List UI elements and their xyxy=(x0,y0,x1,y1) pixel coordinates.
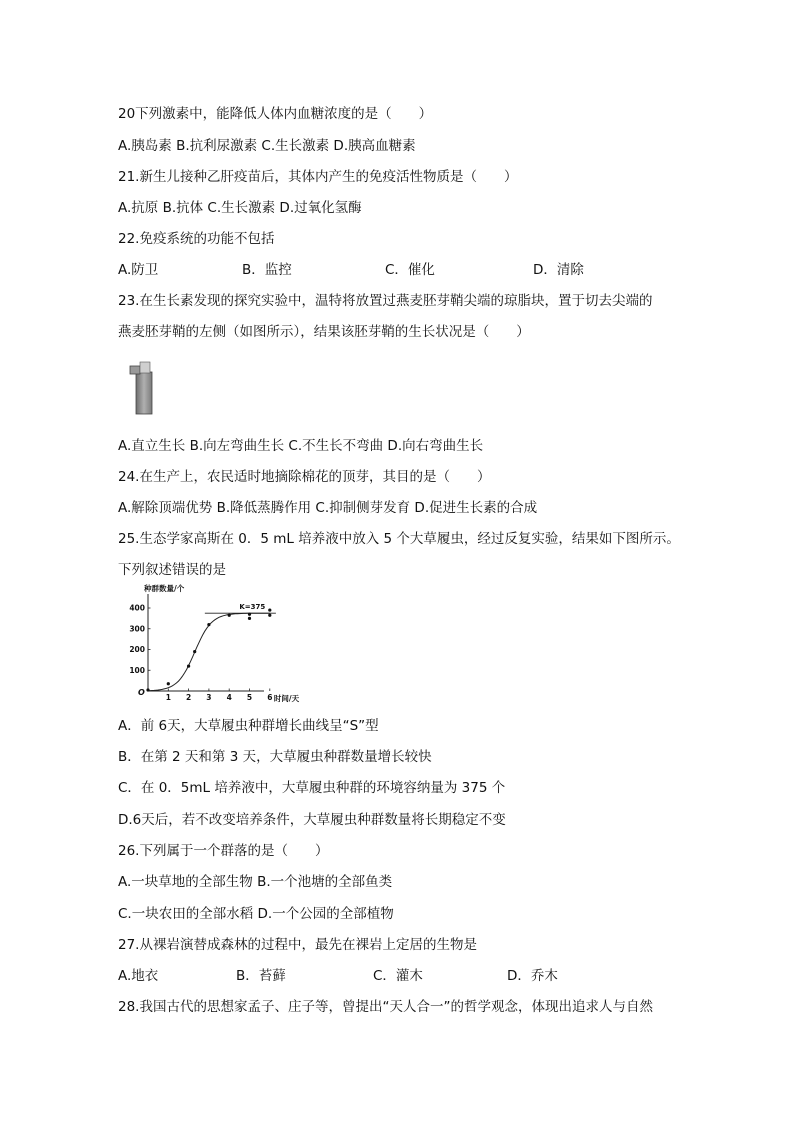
q26-options-line2: C.一块农田的全部水稻 D.一个公园的全部植物 xyxy=(118,906,394,922)
q22-stem: 22.免疫系统的功能不包括 xyxy=(118,231,275,247)
q27-option-b: B．苔藓 xyxy=(236,968,286,984)
q28-stem: 28.我国古代的思想家孟子、庄子等，曾提出“天人合一”的哲学观念，体现出追求人与自然 xyxy=(118,999,653,1015)
data-point xyxy=(248,617,251,620)
q24-options: A.解除顶端优势 B.降低蒸腾作用 C.抑制侧芽发育 D.促进生长素的合成 xyxy=(118,500,538,516)
q20-stem: 20下列激素中，能降低人体内血糖浓度的是（ ） xyxy=(118,106,433,122)
q22-option-d: D．清除 xyxy=(533,262,584,278)
y-axis-label: 种群数量/个 xyxy=(144,584,185,593)
q25-option-d: D.6天后，若不改变培养条件，大草履虫种群数量将长期稳定不变 xyxy=(118,812,506,828)
q27-options xyxy=(118,967,558,985)
y-tick-label: 300 xyxy=(129,624,145,634)
data-point xyxy=(268,608,271,611)
q23-options: A.直立生长 B.向左弯曲生长 C.不生长不弯曲 D.向右弯曲生长 xyxy=(118,438,484,454)
q22-option-a: A.防卫 xyxy=(118,262,159,278)
q27-option-a: A.地衣 xyxy=(118,968,159,984)
x-tick-label: 4 xyxy=(226,693,232,702)
q26-options-line1: A.一块草地的全部生物 B.一个池塘的全部鱼类 xyxy=(118,874,393,890)
y-tick-label: 200 xyxy=(129,645,145,654)
data-point xyxy=(193,650,196,653)
q21-stem: 21.新生儿接种乙肝疫苗后，其体内产生的免疫活性物质是（ ） xyxy=(118,169,518,185)
q23-stem-line2: 燕麦胚芽鞘的左侧（如图所示），结果该胚芽鞘的生长状况是（ ） xyxy=(118,324,530,340)
q27-option-c: C．灌木 xyxy=(373,968,423,984)
data-point xyxy=(187,665,190,668)
x-axis-label: 时间/天 xyxy=(273,694,300,703)
coleoptile-stem xyxy=(136,372,152,414)
q27-option-d: D．乔木 xyxy=(507,968,558,984)
coleoptile-agar-figure xyxy=(126,358,156,414)
data-point xyxy=(207,623,210,626)
q27-stem: 27.从裸岩演替成森林的过程中，最先在裸岩上定居的生物是 xyxy=(118,937,477,953)
q25-stem-line2: 下列叙述错误的是 xyxy=(118,562,226,578)
q23-stem-line1: 23.在生长素发现的探究实验中，温特将放置过燕麦胚芽鞘尖端的琼脂块，置于切去尖端的 xyxy=(118,293,653,309)
q21-options: A.抗原 B.抗体 C.生长激素 D.过氧化氢酶 xyxy=(118,200,362,216)
data-point xyxy=(146,688,149,691)
origin-label: O xyxy=(138,688,145,697)
y-tick-label: 400 xyxy=(129,603,145,613)
x-tick-label: 1 xyxy=(165,693,171,702)
x-tick-label: 5 xyxy=(246,693,253,702)
data-point xyxy=(228,614,231,617)
coleoptile-cut-top xyxy=(140,362,150,373)
q22-option-c: C．催化 xyxy=(385,262,435,278)
q26-stem: 26.下列属于一个群落的是（ ） xyxy=(118,843,329,859)
data-point xyxy=(248,613,251,616)
x-tick-label: 2 xyxy=(185,693,192,702)
y-tick-label: 100 xyxy=(129,665,145,675)
k-label: K=375 xyxy=(239,603,266,612)
q25-stem-line1: 25.生态学家高斯在 0．5 mL 培养液中放入 5 个大草履虫，经过反复实验，结果如下图所示。 xyxy=(118,531,680,547)
population-growth-chart xyxy=(116,582,300,710)
agar-block xyxy=(130,366,140,374)
q20-options: A.胰岛素 B.抗利尿激素 C.生长激素 D.胰高血糖素 xyxy=(118,138,416,154)
q22-options xyxy=(118,261,584,279)
x-tick-label: 3 xyxy=(206,693,212,702)
data-point xyxy=(268,614,271,617)
q25-option-a: A．前 6天，大草履虫种群增长曲线呈“S”型 xyxy=(118,718,379,734)
q25-option-b: B．在第 2 天和第 3 天，大草履虫种群数量增长较快 xyxy=(118,749,432,765)
q24-stem: 24.在生产上，农民适时地摘除棉花的顶芽，其目的是（ ） xyxy=(118,469,491,485)
x-tick-label: 6 xyxy=(267,693,273,702)
q22-option-b: B．监控 xyxy=(242,262,292,278)
q25-option-c: C．在 0．5mL 培养液中，大草履虫种群的环境容纳量为 375 个 xyxy=(118,780,506,796)
data-point xyxy=(167,682,170,685)
